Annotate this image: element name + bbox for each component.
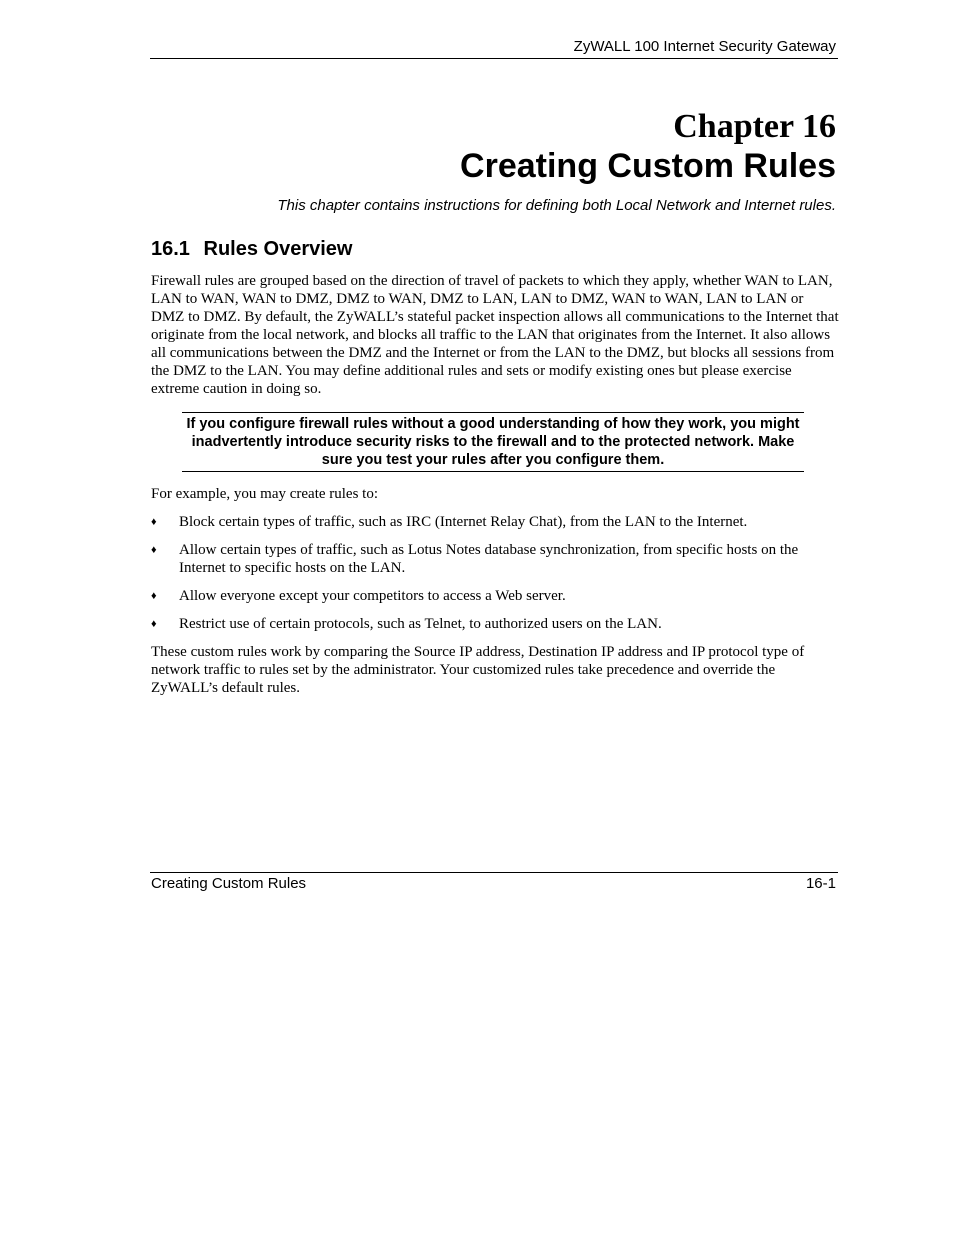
chapter-intro: This chapter contains instructions for defining both Local Network and Internet rules. bbox=[277, 197, 836, 214]
custom-rules-paragraph: These custom rules work by comparing the Source IP address, Destination IP address and IP protocol type of network traffic to rules set by the administrator. Your customized rules take precedence and override the ZyWALL’s default rules. bbox=[151, 644, 805, 696]
header-divider bbox=[150, 58, 838, 59]
example-rule-list bbox=[151, 513, 839, 643]
list-item bbox=[151, 587, 839, 605]
footer-divider bbox=[150, 872, 838, 873]
footer-page-number: 16-1 bbox=[805, 875, 836, 892]
list-item bbox=[151, 541, 839, 577]
chapter-number: Chapter 16 bbox=[673, 108, 836, 145]
example-intro: For example, you may create rules to: bbox=[151, 486, 379, 502]
list-item-text: Allow everyone except your competitors to access a Web server. bbox=[179, 588, 566, 604]
list-item bbox=[151, 513, 839, 531]
chapter-title: Creating Custom Rules bbox=[460, 147, 836, 185]
diamond-bullet-icon: ♦ bbox=[151, 516, 157, 528]
diamond-bullet-icon: ♦ bbox=[151, 618, 157, 630]
diamond-bullet-icon: ♦ bbox=[151, 544, 157, 556]
header-title: ZyWALL 100 Internet Security Gateway bbox=[573, 38, 836, 55]
list-item-text: Allow certain types of traffic, such as Lotus Notes database synchronization, from specific hosts on the Internet to specific hosts on the LAN. bbox=[179, 542, 799, 576]
section-number: 16.1 bbox=[151, 238, 190, 260]
footer-chapter-title: Creating Custom Rules bbox=[151, 875, 307, 892]
warning-note: If you configure firewall rules without a good understanding of how they work, you might inadvertently introduce security risks to the firewall and to the protected network. Make sure you test your rules after you configure them. bbox=[182, 412, 804, 472]
diamond-bullet-icon: ♦ bbox=[151, 590, 157, 602]
list-item bbox=[151, 615, 839, 633]
section-heading bbox=[151, 238, 352, 261]
overview-paragraph: Firewall rules are grouped based on the direction of travel of packets to which they apply, whether WAN to LAN, LAN to WAN, WAN to DMZ, DMZ to WAN, DMZ to LAN, LAN to DMZ, WAN to WAN, LAN to LAN or DMZ to DMZ. By default, the ZyWALL’s stateful packet inspection allows all communications to the Internet that originate from the local network, and blocks all traffic to the LAN that originates from the Internet. It also allows all communications between the DMZ and the Internet or from the LAN to the DMZ, but blocks all sessions from the DMZ to the LAN. You may define additional rules and sets or modify existing ones but please exercise extreme caution in doing so. bbox=[151, 273, 839, 397]
list-item-text: Restrict use of certain protocols, such as Telnet, to authorized users on the LAN. bbox=[179, 616, 662, 632]
list-item-text: Block certain types of traffic, such as IRC (Internet Relay Chat), from the LAN to the Internet. bbox=[179, 514, 748, 530]
section-title: Rules Overview bbox=[203, 238, 353, 260]
